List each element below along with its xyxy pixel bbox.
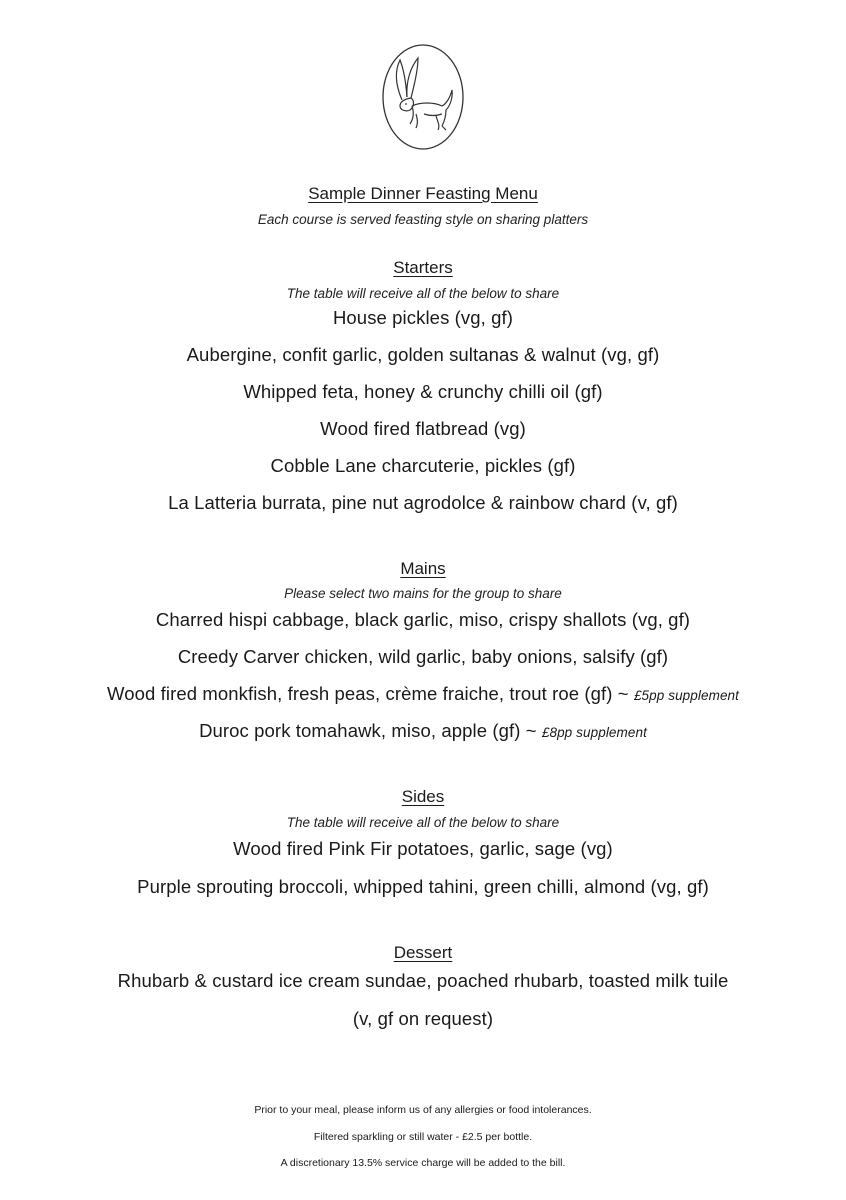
menu-item: La Latteria burrata, pine nut agrodolce & rainbow chard (v, gf) xyxy=(168,492,678,513)
section-heading-starters: Starters xyxy=(393,258,453,277)
section-heading-sides: Sides xyxy=(401,787,445,806)
menu-item: Creedy Carver chicken, wild garlic, baby onions, salsify (gf) xyxy=(177,646,669,667)
menu-item: Wood fired flatbread (vg) xyxy=(320,418,526,439)
hare-logo-icon xyxy=(380,42,466,152)
menu-item: Cobble Lane charcuterie, pickles (gf) xyxy=(270,455,576,476)
footer-service-charge-note: A discretionary 13.5% service charge will be added to the bill. xyxy=(280,1157,566,1169)
menu-item: House pickles (vg, gf) xyxy=(332,307,514,328)
section-heading-dessert: Dessert xyxy=(393,943,453,962)
section-heading-mains: Mains xyxy=(400,559,446,578)
section-note-mains: Please select two mains for the group to share xyxy=(284,586,562,601)
menu-item: Rhubarb & custard ice cream sundae, poached rhubarb, toasted milk tuile xyxy=(117,970,729,991)
menu-item-text: Duroc pork tomahawk, miso, apple (gf) ~ xyxy=(199,720,542,741)
footer-water-note: Filtered sparkling or still water - £2.5 per bottle. xyxy=(313,1131,533,1143)
menu-item-with-supplement xyxy=(0,720,846,742)
menu-title: Sample Dinner Feasting Menu xyxy=(308,184,538,203)
menu-item-text: Wood fired monkfish, fresh peas, crème fraiche, trout roe (gf) ~ xyxy=(106,683,634,704)
supplement-note: £8pp supplement xyxy=(541,725,647,740)
section-note-sides: The table will receive all of the below to share xyxy=(286,815,560,830)
footer-allergy-note: Prior to your meal, please inform us of any allergies or food intolerances. xyxy=(254,1104,592,1116)
section-note-starters: The table will receive all of the below to share xyxy=(286,286,560,301)
menu-item-note: (v, gf on request) xyxy=(352,1008,494,1029)
menu-item: Whipped feta, honey & crunchy chilli oil (gf) xyxy=(243,381,603,402)
menu-item-with-supplement xyxy=(0,683,846,705)
menu-item: Wood fired Pink Fir potatoes, garlic, sage (vg) xyxy=(233,838,613,859)
menu-item: Charred hispi cabbage, black garlic, miso, crispy shallots (vg, gf) xyxy=(155,609,691,630)
menu-item: Aubergine, confit garlic, golden sultanas & walnut (vg, gf) xyxy=(186,344,660,365)
supplement-note: £5pp supplement xyxy=(633,688,740,703)
menu-subtitle: Each course is served feasting style on sharing platters xyxy=(257,212,589,227)
menu-item: Purple sprouting broccoli, whipped tahini, green chilli, almond (vg, gf) xyxy=(137,876,709,897)
